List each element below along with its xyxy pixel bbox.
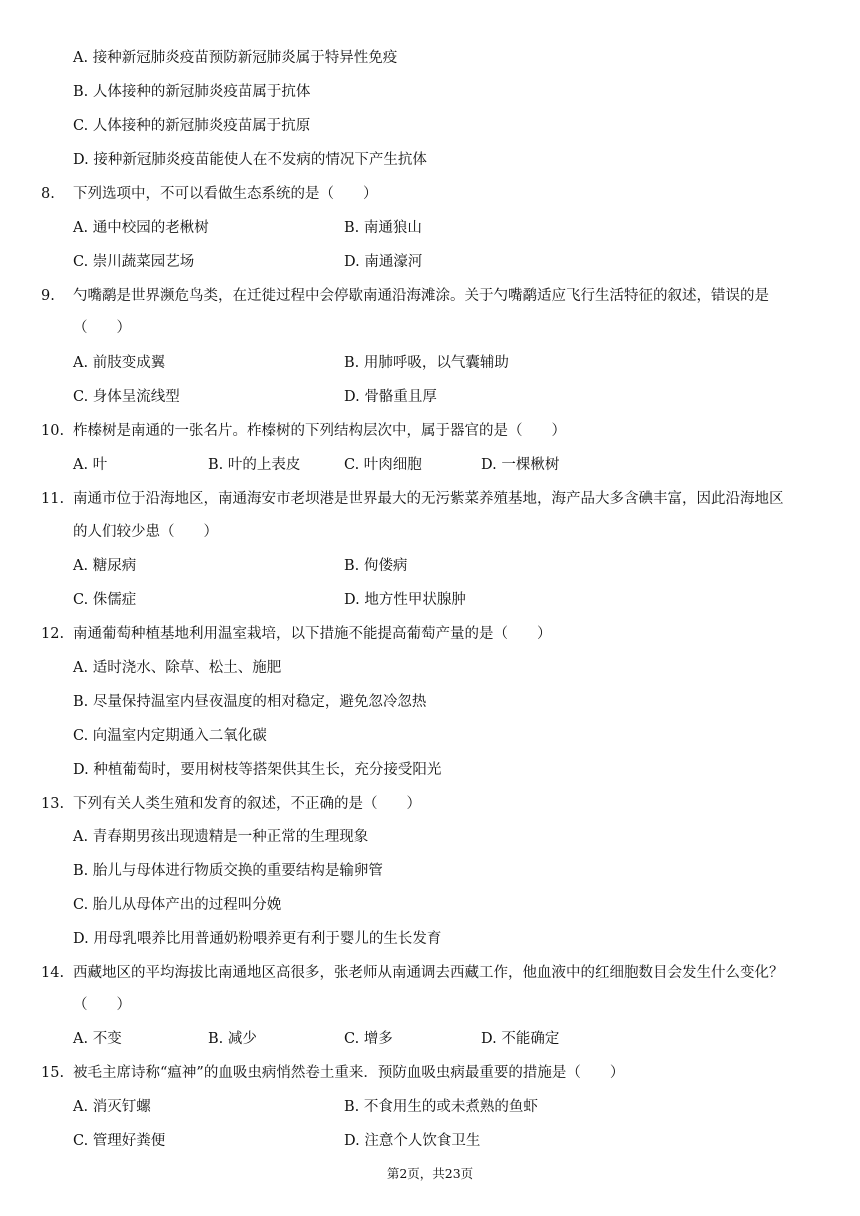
- q9-option-b: B. 用肺呼吸，以气囊辅助: [344, 355, 509, 371]
- q13-option-d: D. 用母乳喂养比用普通奶粉喂养更有利于婴儿的生长发育: [73, 931, 442, 947]
- q15-number: 15.: [41, 1065, 65, 1081]
- q11-option-c: C. 侏儒症: [73, 592, 137, 608]
- q8-option-c: C. 崇川蔬菜园艺场: [73, 254, 195, 270]
- q11-option-b: B. 佝偻病: [344, 558, 408, 574]
- q13-option-c: C. 胎儿从母体产出的过程叫分娩: [73, 897, 282, 913]
- q13-number: 13.: [41, 796, 65, 812]
- q14-stem-line1: 西藏地区的平均海拔比南通地区高很多，张老师从南通调去西藏工作，他血液中的红细胞数目会发生什么变化？: [73, 965, 784, 981]
- q11-option-a: A. 糖尿病: [73, 558, 137, 574]
- q10-stem: 柞榛树是南通的一张名片。柞榛树的下列结构层次中，属于器官的是（ ）: [73, 423, 566, 439]
- q14-option-a: A. 不变: [73, 1031, 122, 1047]
- q14-number: 14.: [41, 965, 65, 981]
- q8-option-a: A. 通中校园的老楸树: [73, 220, 209, 236]
- q9-stem-line1: 勺嘴鹬是世界濒危鸟类，在迁徙过程中会停歇南通沿海滩涂。关于勺嘴鹬适应飞行生活特征的叙述，错误的是: [73, 288, 769, 304]
- q8-option-b: B. 南通狼山: [344, 220, 422, 236]
- q13-option-b: B. 胎儿与母体进行物质交换的重要结构是输卵管: [73, 863, 383, 879]
- q15-option-d: D. 注意个人饮食卫生: [344, 1133, 481, 1149]
- q12-option-b: B. 尽量保持温室内昼夜温度的相对稳定，避免忽冷忽热: [73, 694, 427, 710]
- q10-option-c: C. 叶肉细胞: [344, 457, 422, 473]
- q7-option-b: B. 人体接种的新冠肺炎疫苗属于抗体: [73, 84, 311, 100]
- q15-stem: 被毛主席诗称“瘟神”的血吸虫病悄然卷土重来．预防血吸虫病最重要的措施是（ ）: [73, 1065, 625, 1081]
- q11-stem-line1: 南通市位于沿海地区，南通海安市老坝港是世界最大的无污紫菜养殖基地，海产品大多含碘丰富，因此沿海地区: [73, 491, 784, 507]
- q9-option-a: A. 前肢变成翼: [73, 355, 166, 371]
- q10-number: 10.: [41, 423, 65, 439]
- q7-option-a: A. 接种新冠肺炎疫苗预防新冠肺炎属于特异性免疫: [73, 50, 398, 66]
- q15-option-c: C. 管理好粪便: [73, 1133, 166, 1149]
- q11-option-d: D. 地方性甲状腺肿: [344, 592, 466, 608]
- q10-option-a: A. 叶: [73, 457, 108, 473]
- q8-stem: 下列选项中，不可以看做生态系统的是（ ）: [73, 186, 378, 202]
- q13-stem: 下列有关人类生殖和发育的叙述，不正确的是（ ）: [73, 796, 421, 812]
- q10-option-d: D. 一棵楸树: [481, 457, 560, 473]
- q12-stem: 南通葡萄种植基地利用温室栽培，以下措施不能提高葡萄产量的是（ ）: [73, 626, 552, 642]
- q7-option-c: C. 人体接种的新冠肺炎疫苗属于抗原: [73, 118, 311, 134]
- q14-stem-line2: （ ）: [73, 997, 131, 1013]
- q12-option-a: A. 适时浇水、除草、松土、施肥: [73, 660, 282, 676]
- q10-option-b: B. 叶的上表皮: [208, 457, 301, 473]
- q9-option-c: C. 身体呈流线型: [73, 389, 180, 405]
- q15-option-b: B. 不食用生的或未煮熟的鱼虾: [344, 1099, 538, 1115]
- q14-option-d: D. 不能确定: [481, 1031, 560, 1047]
- page-number-footer: 第2页，共23页: [386, 1166, 474, 1181]
- q12-number: 12.: [41, 626, 65, 642]
- q13-option-a: A. 青春期男孩出现遗精是一种正常的生理现象: [73, 829, 369, 845]
- q14-option-b: B. 减少: [208, 1031, 257, 1047]
- q11-number: 11.: [41, 491, 65, 507]
- q15-option-a: A. 消灭钉螺: [73, 1099, 151, 1115]
- q9-option-d: D. 骨骼重且厚: [344, 389, 437, 405]
- q12-option-d: D. 种植葡萄时，要用树枝等搭架供其生长，充分接受阳光: [73, 762, 442, 778]
- q11-stem-line2: 的人们较少患（ ）: [73, 524, 218, 540]
- q12-option-c: C. 向温室内定期通入二氧化碳: [73, 728, 267, 744]
- q14-option-c: C. 增多: [344, 1031, 393, 1047]
- q8-option-d: D. 南通濠河: [344, 254, 423, 270]
- q7-option-d: D. 接种新冠肺炎疫苗能使人在不发病的情况下产生抗体: [73, 152, 427, 168]
- q9-stem-line2: （ ）: [73, 320, 131, 336]
- q9-number: 9.: [41, 288, 55, 304]
- q8-number: 8.: [41, 186, 55, 202]
